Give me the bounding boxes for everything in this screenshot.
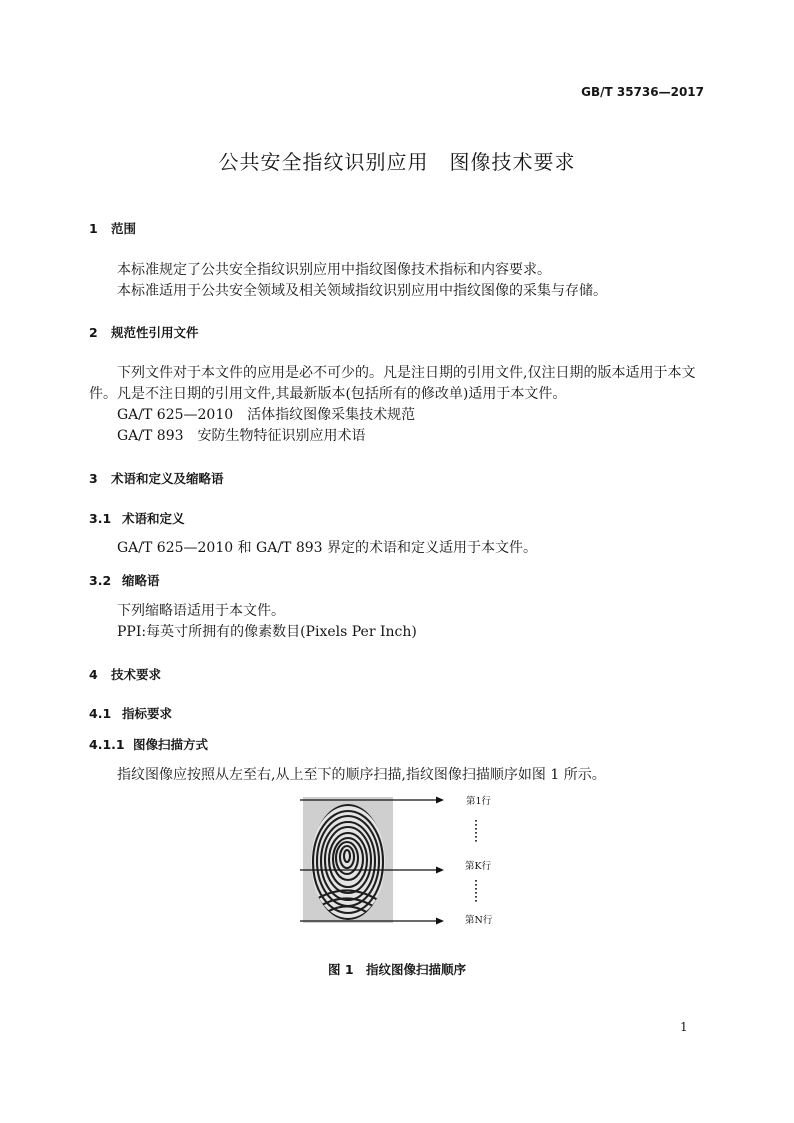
page-number: 1 (680, 1020, 688, 1034)
section-4-1-1-heading: 图像扫描方式 (133, 737, 209, 752)
row-label-first: 第1行 (466, 796, 492, 807)
section-3-2-paragraph-2: PPI:每英寸所拥有的像素数目(Pixels Per Inch) (117, 624, 417, 640)
section-4-1-1-number: 4.1.1 (89, 737, 125, 752)
section-1-heading: 范围 (111, 221, 137, 236)
section-4-1-heading: 指标要求 (122, 706, 173, 721)
section-3-1-number: 3.1 (89, 511, 112, 526)
row-label-n: 第N行 (465, 915, 493, 926)
reference-title: 安防生物特征识别应用术语 (197, 428, 366, 444)
section-4-number: 4 (89, 667, 98, 682)
reference-code: GA/T 893 (117, 428, 184, 444)
reference-title: 活体指纹图像采集技术规范 (247, 407, 416, 423)
fingerprint-image (303, 797, 393, 923)
section-4-heading: 技术要求 (111, 667, 162, 682)
section-3-number: 3 (89, 471, 98, 486)
section-3-heading: 术语和定义及缩略语 (111, 471, 224, 486)
scan-order-figure (295, 790, 535, 935)
section-3-2-number: 3.2 (89, 573, 112, 588)
section-3-1-paragraph: GA/T 625—2010 和 GA/T 893 界定的术语和定义适用于本文件。 (117, 540, 538, 556)
section-2-paragraph-line-2: 件。凡是不注日期的引用文件,其最新版本(包括所有的修改单)适用于本文件。 (89, 386, 567, 402)
section-1-number: 1 (89, 221, 98, 236)
figure-caption: 图 1 指纹图像扫描顺序 (327, 962, 467, 977)
standard-number: GB/T 35736—2017 (581, 85, 704, 99)
section-3-2-paragraph-1: 下列缩略语适用于本文件。 (117, 603, 285, 619)
section-4-1-1-paragraph: 指纹图像应按照从左至右,从上至下的顺序扫描,指纹图像扫描顺序如图 1 所示。 (117, 767, 606, 783)
section-3-1-heading: 术语和定义 (122, 511, 185, 526)
section-2-number: 2 (89, 325, 98, 340)
section-1-paragraph-1: 本标准规定了公共安全指纹识别应用中指纹图像技术指标和内容要求。 (117, 262, 551, 278)
normative-reference-2 (117, 428, 366, 445)
reference-code: GA/T 625—2010 (117, 407, 234, 423)
section-4-1-number: 4.1 (89, 706, 112, 721)
section-2-paragraph-line-1: 下列文件对于本文件的应用是必不可少的。凡是注日期的引用文件,仅注日期的版本适用于本文 (117, 365, 696, 381)
row-label-k: 第K行 (465, 861, 492, 872)
section-2-heading: 规范性引用文件 (111, 325, 199, 340)
section-3-2-heading: 缩略语 (122, 573, 160, 588)
document-title: 公共安全指纹识别应用 图像技术要求 (218, 150, 576, 174)
section-1-paragraph-2: 本标准适用于公共安全领域及相关领域指纹识别应用中指纹图像的采集与存储。 (117, 283, 607, 299)
normative-reference-1 (117, 407, 415, 424)
